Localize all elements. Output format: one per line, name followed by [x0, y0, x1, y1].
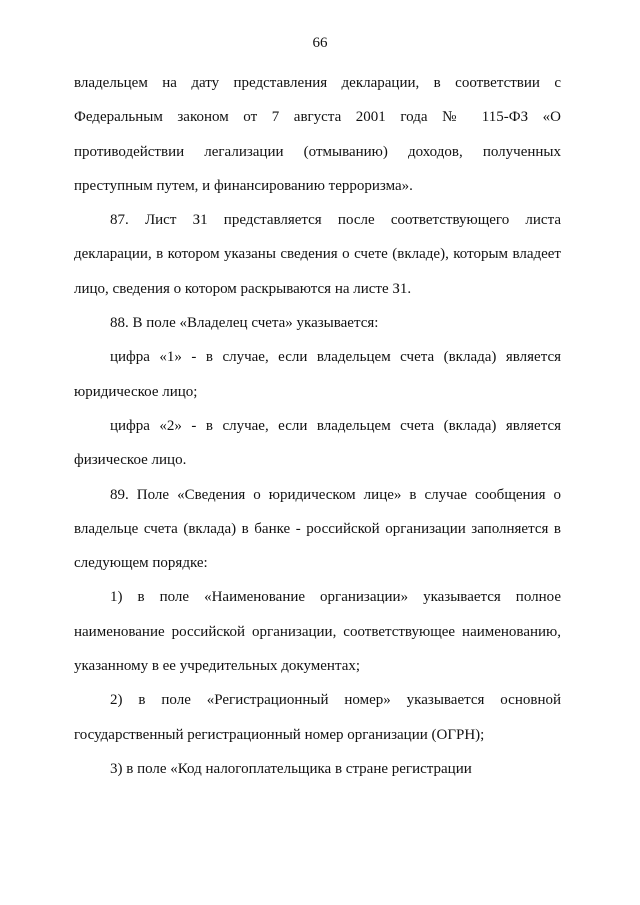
text-line: лицо, сведения о котором раскрываются на листе З1. [74, 280, 412, 297]
text-line: владельцем на дату представления декларации, в соответствии с [74, 75, 561, 91]
paragraph-87 [74, 203, 561, 306]
text-line: следующем порядке: [74, 555, 208, 572]
text-line: декларации, в котором указаны сведения о счете (вкладе), которым владеет [74, 246, 561, 263]
text-line: цифра «1» - в случае, если владельцем счета (вклада) является [110, 349, 561, 366]
text-line: государственный регистрационный номер организации (ОГРН); [74, 726, 485, 743]
text-line: 87. Лист З1 представляется после соответствующего листа [110, 212, 561, 229]
paragraph-89-item-3 [74, 752, 561, 786]
text-line: физическое лицо. [74, 452, 187, 469]
text-line: указанному в ее учредительных документах; [74, 658, 361, 675]
text-line: 1) в поле «Наименование организации» указывается полное [110, 589, 561, 606]
paragraph-88 [74, 306, 561, 340]
text-line: владельце счета (вклада) в банке - российской организации заполняется в [74, 520, 561, 537]
paragraph-89-item-2 [74, 683, 561, 752]
text-line: 3) в поле «Код налогоплательщика в стране регистрации [110, 760, 472, 777]
paragraph-89 [74, 478, 561, 581]
text-line: 88. В поле «Владелец счета» указывается: [110, 315, 379, 332]
text-line: преступным путем, и финансированию терроризма». [74, 177, 413, 194]
text-line: Федеральным законом от 7 августа 2001 года № 115-ФЗ [74, 109, 529, 126]
paragraph-88-option-1 [74, 340, 561, 409]
page-number: 66 [312, 35, 328, 51]
text-line: цифра «2» - в случае, если владельцем счета (вклада) является [110, 417, 561, 434]
text-line: «О противодействии легализации (отмыванию) доходов, полученных [74, 109, 562, 160]
text-line: наименование российской организации, соответствующее наименованию, [74, 623, 561, 640]
text-line: юридическое лицо; [74, 383, 198, 400]
document-body [74, 66, 561, 786]
paragraph-88-option-2 [74, 409, 561, 478]
paragraph-89-item-1 [74, 580, 561, 683]
text-line: 2) в поле «Регистрационный номер» указывается основной [110, 692, 561, 709]
paragraph-continuation [74, 66, 561, 203]
text-line: 89. Поле «Сведения о юридическом лице» в случае сообщения о [110, 486, 561, 503]
